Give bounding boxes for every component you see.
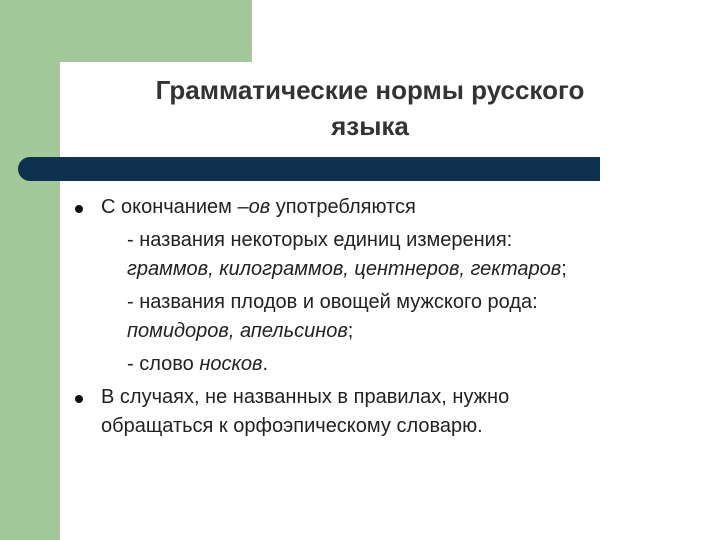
bullet1-ending: –ов	[237, 196, 271, 218]
sub1-text: - названия некоторых единиц измерения:	[127, 229, 513, 251]
sub1-end: ;	[561, 258, 567, 280]
sub-item-units	[101, 226, 695, 284]
bullet-item-1	[75, 193, 695, 379]
green-side-strip	[0, 0, 60, 540]
bullet-item-2	[75, 383, 695, 441]
sub2-examples: помидоров, апельсинов	[127, 320, 348, 342]
sub3-word: носков	[199, 353, 263, 375]
sub-item-fruits	[101, 288, 695, 346]
bullet-dot-icon	[75, 205, 83, 213]
sub3-end: .	[262, 353, 269, 375]
bullet-dot-icon	[75, 395, 83, 403]
sub-item-socks	[101, 350, 695, 379]
slide-title	[90, 72, 650, 144]
bullet1-suffix: употребляются	[270, 196, 416, 218]
title-line-1: Грамматические нормы русского	[155, 75, 585, 105]
title-divider-bar	[18, 157, 600, 181]
sub1-examples: граммов, килограммов, центнеров, гектаров	[127, 258, 562, 280]
slide-body	[75, 193, 695, 441]
bullet2-line1: В случаях, не названных в правилах, нужно	[101, 386, 510, 408]
sub2-end: ;	[347, 320, 354, 342]
sub2-text: - названия плодов и овощей мужского рода:	[127, 291, 538, 313]
title-line-2: языка	[331, 111, 409, 141]
green-top-block	[0, 0, 252, 62]
bullet1-prefix: С окончанием	[101, 196, 238, 218]
sub3-prefix: - слово	[127, 353, 200, 375]
bullet2-line2: обращаться к орфоэпическому словарю.	[101, 415, 483, 437]
